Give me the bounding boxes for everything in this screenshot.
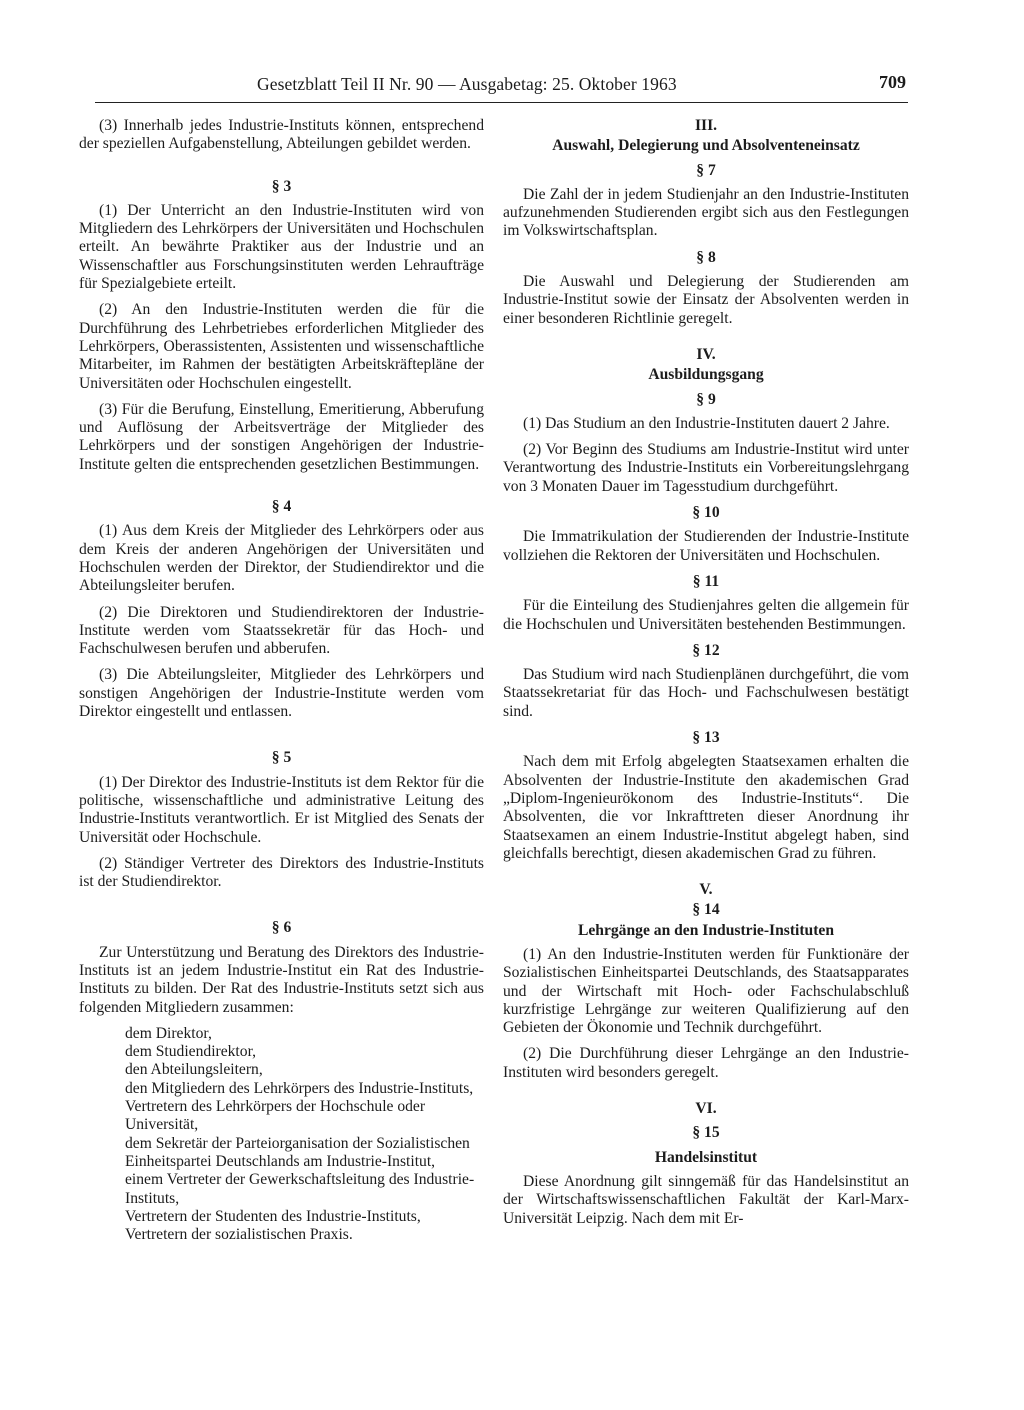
list-item: dem Sekretär der Parteiorganisation der Sozialistischen Einheitspartei Deutschlands am Industrie-Institut, — [125, 1134, 470, 1170]
section-heading: § 12 — [692, 641, 720, 659]
header-title: Gesetzblatt Teil II Nr. 90 — Ausgabetag: 25. Oktober 1963 — [257, 74, 677, 94]
list-item: Vertretern der Studenten des Industrie-Instituts, — [125, 1207, 421, 1225]
list-item: Vertretern des Lehrkörpers der Hochschule oder Universität, — [125, 1098, 426, 1134]
section-heading: § 15 — [692, 1124, 720, 1142]
paragraph: (3) Die Abteilungsleiter, Mitglieder des Lehrkörpers und sonstigen Angehörigen der Industrie-Institute werden vom Direktor eingestellt und entlassen. — [79, 666, 484, 721]
part-title: Lehrgänge an den Industrie-Instituten — [577, 921, 835, 939]
page-header — [95, 72, 908, 103]
right-column — [503, 117, 909, 1236]
paragraph: (1) Der Direktor des Industrie-Instituts ist dem Rektor für die politische, wissenschaftliche und administrative Leitung des Industrie-Instituts verantwortlich. Er ist Mitglied des Senats der Universität oder Hochschule. — [79, 773, 484, 846]
section-heading: § 7 — [696, 161, 716, 179]
paragraph: Die Immatrikulation der Studierenden der Industrie-Institute vollziehen die Rektoren der Universitäten und Hochschulen. — [503, 528, 909, 564]
list-item: den Abteilungsleitern, — [125, 1061, 263, 1079]
section-heading: § 10 — [692, 504, 720, 522]
paragraph: (2) Ständiger Vertreter des Direktors des Industrie-Instituts ist der Studiendirektor. — [79, 854, 484, 891]
list-item: Vertretern der sozialistischen Praxis. — [125, 1226, 353, 1244]
paragraph: (1) Aus dem Kreis der Mitglieder des Lehrkörpers oder aus dem Kreis der anderen Angehörigen der Universitäten und Hochschulen werden der Direktor, der Studiendirektor und die Abteilungsleiter berufen. — [79, 522, 484, 595]
section-heading: § 3 — [271, 177, 292, 195]
paragraph: Zur Unterstützung und Beratung des Direktors des Industrie-Instituts ist an jedem Industrie-Institut ein Rat des Industrie-Instituts zu bilden. Der Rat des Industrie-Instituts setzt sich aus folgenden Mitgliedern zusammen: — [79, 943, 484, 1016]
paragraph: Das Studium wird nach Studienplänen durchgeführt, die vom Staatssekretariat für das Hoch- und Fachschulwesen bestätigt sind. — [503, 666, 909, 720]
paragraph: (3) Innerhalb jedes Industrie-Instituts können, entsprechend der speziellen Aufgabenstellung, Abteilungen gebildet werden. — [79, 117, 484, 153]
paragraph: (2) An den Industrie-Instituten werden die für die Durchführung des Lehrbetriebes erforderlichen Mitglieder des Lehrkörpers, Oberassistenten, Assistenten und wissenschaftliche Mitarbeiter, im Rahmen der bestätigten Arbeitskräftepläne der Universitäten oder Hochschulen eingestellt. — [79, 301, 484, 392]
section-heading: § 14 — [692, 901, 720, 919]
section-heading: § 5 — [271, 749, 292, 767]
paragraph: (1) An den Industrie-Instituten werden für Funktionäre der Sozialistischen Einheitspartei Deutschlands, des Staatsapparates und der Wirtschaft mit Hoch- oder Fachschulabschluß kurzfristige Lehrgänge zur weiteren Qualifizierung auf den Gebieten der Ökonomie und Technik durchgeführt. — [503, 945, 909, 1037]
part-number: V. — [699, 881, 713, 899]
left-column — [79, 117, 484, 1244]
part-number: VI. — [695, 1100, 717, 1118]
paragraph: (1) Das Studium an den Industrie-Instituten dauert 2 Jahre. — [523, 414, 890, 432]
list-item: dem Direktor, — [125, 1024, 212, 1042]
part-title: Ausbildungsgang — [648, 366, 764, 384]
part-number: IV. — [696, 345, 716, 363]
paragraph: Diese Anordnung gilt sinngemäß für das Handelsinstitut an der Wirtschaftswissenschaftlichen Fakultät der Karl-Marx-Universität Leipzig. Nach dem mit Er- — [503, 1172, 909, 1227]
paragraph: Die Auswahl und Delegierung der Studierenden am Industrie-Institut sowie der Einsatz der Absolventen werden in einer besonderen Richtlinie geregelt. — [503, 273, 909, 327]
section-heading: § 9 — [696, 390, 716, 408]
paragraph: (3) Für die Berufung, Einstellung, Emeritierung, Abberufung und Auflösung der Arbeitsverträge der Mitglieder des Lehrkörpers und der sonstigen Angehörigen der Industrie-Institute gelten die entsprechenden gesetzlichen Bestimmungen. — [79, 400, 484, 473]
paragraph: (1) Der Unterricht an den Industrie-Instituten wird von Mitgliedern des Lehrkörpers der Universitäten und Hochschulen erteilt. An bewährte Praktiker aus der Industrie und an Wissenschaftler aus Forschungsinstituten werden Lehraufträge für Spezialgebiete erteilt. — [79, 201, 484, 293]
section-heading: § 4 — [271, 498, 292, 516]
part-title: Handelsinstitut — [654, 1148, 758, 1166]
list-item: den Mitgliedern des Lehrkörpers des Industrie-Instituts, — [125, 1079, 474, 1097]
list-item: dem Studiendirektor, — [125, 1043, 257, 1061]
paragraph: Für die Einteilung des Studienjahres gelten die allgemein für die Hochschulen und Universitäten bestehenden Bestimmungen. — [503, 597, 909, 633]
section-heading: § 13 — [692, 729, 720, 747]
section-heading: § 11 — [692, 572, 720, 590]
paragraph: (2) Die Durchführung dieser Lehrgänge an den Industrie-Instituten wird besonders geregelt. — [503, 1045, 909, 1081]
list-item: einem Vertreter der Gewerkschaftsleitung des Industrie-Instituts, — [125, 1171, 475, 1207]
part-number: III. — [694, 117, 718, 134]
paragraph: (2) Vor Beginn des Studiums am Industrie-Institut wird unter Verantwortung des Industrie-Instituts ein Vorbereitungslehrgang von 3 Monaten Dauer im Tagesstudium durchgeführt. — [503, 441, 909, 495]
paragraph: Die Zahl der in jedem Studienjahr an den Industrie-Instituten aufzunehmenden Studierenden ergibt sich aus den Festlegungen im Volkswirtschaftsplan. — [503, 185, 909, 240]
council-members-list — [125, 1025, 484, 1245]
page-number: 709 — [879, 72, 906, 92]
part-title: Auswahl, Delegierung und Absolventeneinsatz — [552, 137, 860, 155]
section-heading: § 6 — [271, 919, 292, 937]
paragraph: Nach dem mit Erfolg abgelegten Staatsexamen erhalten die Absolventen der Industrie-Institute den akademischen Grad „Diplom-Ingenieurökonom des Industrie-Instituts“. Die Absolventen, die vor Inkrafttreten dieser Anordnung ihr Staatsexamen an einem Industrie-Institut abgelegt haben, sind gleichfalls berechtigt, diesen akademischen Grad zu führen. — [503, 753, 909, 862]
paragraph: (2) Die Direktoren und Studiendirektoren der Industrie-Institute werden vom Staatssekretär für das Hoch- und Fachschulwesen berufen und abberufen. — [79, 603, 484, 658]
section-heading: § 8 — [696, 248, 716, 266]
